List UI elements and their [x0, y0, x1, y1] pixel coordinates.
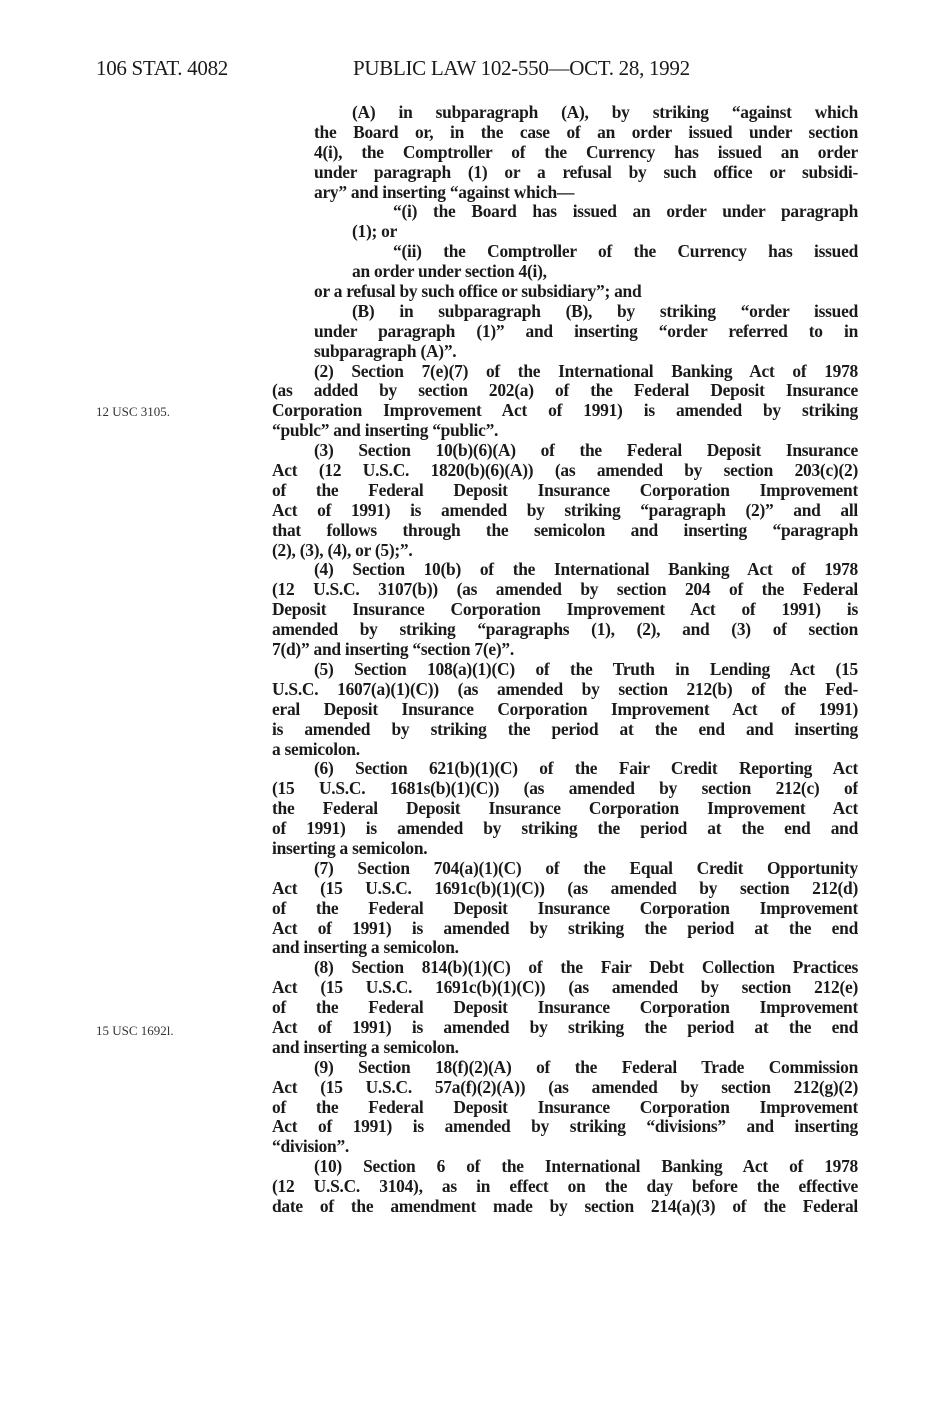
text-line: (5) Section 108(a)(1)(C) of the Truth in Lending Act (15	[314, 659, 858, 679]
text-line: and inserting a semicolon.	[272, 1036, 459, 1057]
text-line: (3) Section 10(b)(6)(A) of the Federal Deposit Insurance	[314, 441, 858, 461]
text-line: under paragraph (1)” and inserting “order referred to in	[314, 321, 858, 341]
text-line: “(i) the Board has issued an order under paragraph	[393, 202, 858, 222]
text-line: a semicolon.	[272, 738, 360, 759]
text-line: is amended by striking the period at the end and inserting	[272, 719, 858, 739]
text-line: “publc” and inserting “public”.	[272, 420, 499, 441]
text-line: Act (15 U.S.C. 1691c(b)(1)(C)) (as amended by section 212(e)	[272, 978, 858, 998]
text-line: amended by striking “paragraphs (1), (2), and (3) of section	[272, 620, 858, 640]
text-line: (A) in subparagraph (A), by striking “against which	[352, 103, 858, 122]
text-line: of the Federal Deposit Insurance Corporation Improvement	[272, 898, 858, 918]
text-line: Act (15 U.S.C. 1691c(b)(1)(C)) (as amended by section 212(d)	[272, 878, 858, 898]
text-line: (9) Section 18(f)(2)(A) of the Federal Trade Commission	[314, 1057, 858, 1077]
text-line: the Board or, in the case of an order issued under section	[314, 122, 858, 142]
text-line: (2), (3), (4), or (5);”.	[272, 539, 413, 560]
text-line: Deposit Insurance Corporation Improvement Act of 1991) is	[272, 600, 858, 620]
text-line: ary” and inserting “against which—	[314, 181, 575, 202]
text-line: that follows through the semicolon and inserting “paragraph	[272, 520, 858, 540]
text-line: Act of 1991) is amended by striking “divisions” and inserting	[272, 1117, 858, 1137]
text-line: subparagraph (A)”.	[314, 340, 457, 361]
text-line: of 1991) is amended by striking the period at the end and	[272, 819, 858, 839]
text-line: (4) Section 10(b) of the International Banking Act of 1978	[314, 560, 858, 580]
text-line: Act (12 U.S.C. 1820(b)(6)(A)) (as amended by section 203(c)(2)	[272, 461, 858, 481]
margin-note: 12 USC 3105.	[96, 404, 171, 419]
text-line: Act (15 U.S.C. 57a(f)(2)(A)) (as amended by section 212(g)(2)	[272, 1077, 858, 1097]
text-line: of the Federal Deposit Insurance Corporation Improvement	[272, 1097, 858, 1117]
text-line: date of the amendment made by section 214(a)(3) of the Federal	[272, 1196, 858, 1216]
text-line: of the Federal Deposit Insurance Corporation Improvement	[272, 480, 858, 500]
text-line: (12 U.S.C. 3107(b)) (as amended by section 204 of the Federal	[272, 580, 858, 600]
text-line: the Federal Deposit Insurance Corporation Improvement Act	[272, 799, 858, 819]
text-line: Act of 1991) is amended by striking “paragraph (2)” and all	[272, 500, 858, 520]
text-line: 7(d)” and inserting “section 7(e)”.	[272, 639, 514, 660]
text-line: (10) Section 6 of the International Banking Act of 1978	[314, 1157, 858, 1177]
text-line: or a refusal by such office or subsidiary”; and	[314, 281, 642, 302]
margin-note: 15 USC 1692l.	[96, 1023, 174, 1038]
text-line: (12 U.S.C. 3104), as in effect on the day before the effective	[272, 1177, 858, 1197]
document-body	[272, 103, 858, 1217]
text-line: (15 U.S.C. 1681s(b)(1)(C)) (as amended by section 212(c) of	[272, 779, 858, 799]
text-line: eral Deposit Insurance Corporation Improvement Act of 1991)	[272, 699, 858, 719]
text-line: and inserting a semicolon.	[272, 937, 459, 958]
text-line: under paragraph (1) or a refusal by such office or subsidi-	[314, 162, 858, 182]
text-line: (6) Section 621(b)(1)(C) of the Fair Credit Reporting Act	[314, 759, 858, 779]
stat-page-number: 106 STAT. 4082	[96, 56, 228, 80]
text-line: (2) Section 7(e)(7) of the International Banking Act of 1978	[314, 361, 858, 381]
text-line: (7) Section 704(a)(1)(C) of the Equal Credit Opportunity	[314, 858, 858, 878]
text-line: Act of 1991) is amended by striking the period at the end	[272, 1017, 858, 1037]
text-line: “division”.	[272, 1136, 349, 1157]
text-line: (B) in subparagraph (B), by striking “order issued	[352, 301, 858, 321]
text-line: (1); or	[352, 221, 398, 242]
text-line: an order under section 4(i),	[352, 261, 547, 282]
text-line: Corporation Improvement Act of 1991) is amended by striking	[272, 401, 858, 421]
text-line: U.S.C. 1607(a)(1)(C)) (as amended by section 212(b) of the Fed-	[272, 679, 858, 699]
text-line: 4(i), the Comptroller of the Currency has issued an order	[314, 142, 858, 162]
text-line: “(ii) the Comptroller of the Currency has issued	[393, 242, 858, 262]
text-line: (8) Section 814(b)(1)(C) of the Fair Debt Collection Practices	[314, 958, 858, 978]
text-line: inserting a semicolon.	[272, 837, 428, 858]
text-line: (as added by section 202(a) of the Federal Deposit Insurance	[272, 381, 858, 401]
text-line: of the Federal Deposit Insurance Corporation Improvement	[272, 998, 858, 1018]
running-header: PUBLIC LAW 102-550—OCT. 28, 1992	[353, 56, 690, 80]
text-line: Act of 1991) is amended by striking the period at the end	[272, 918, 858, 938]
